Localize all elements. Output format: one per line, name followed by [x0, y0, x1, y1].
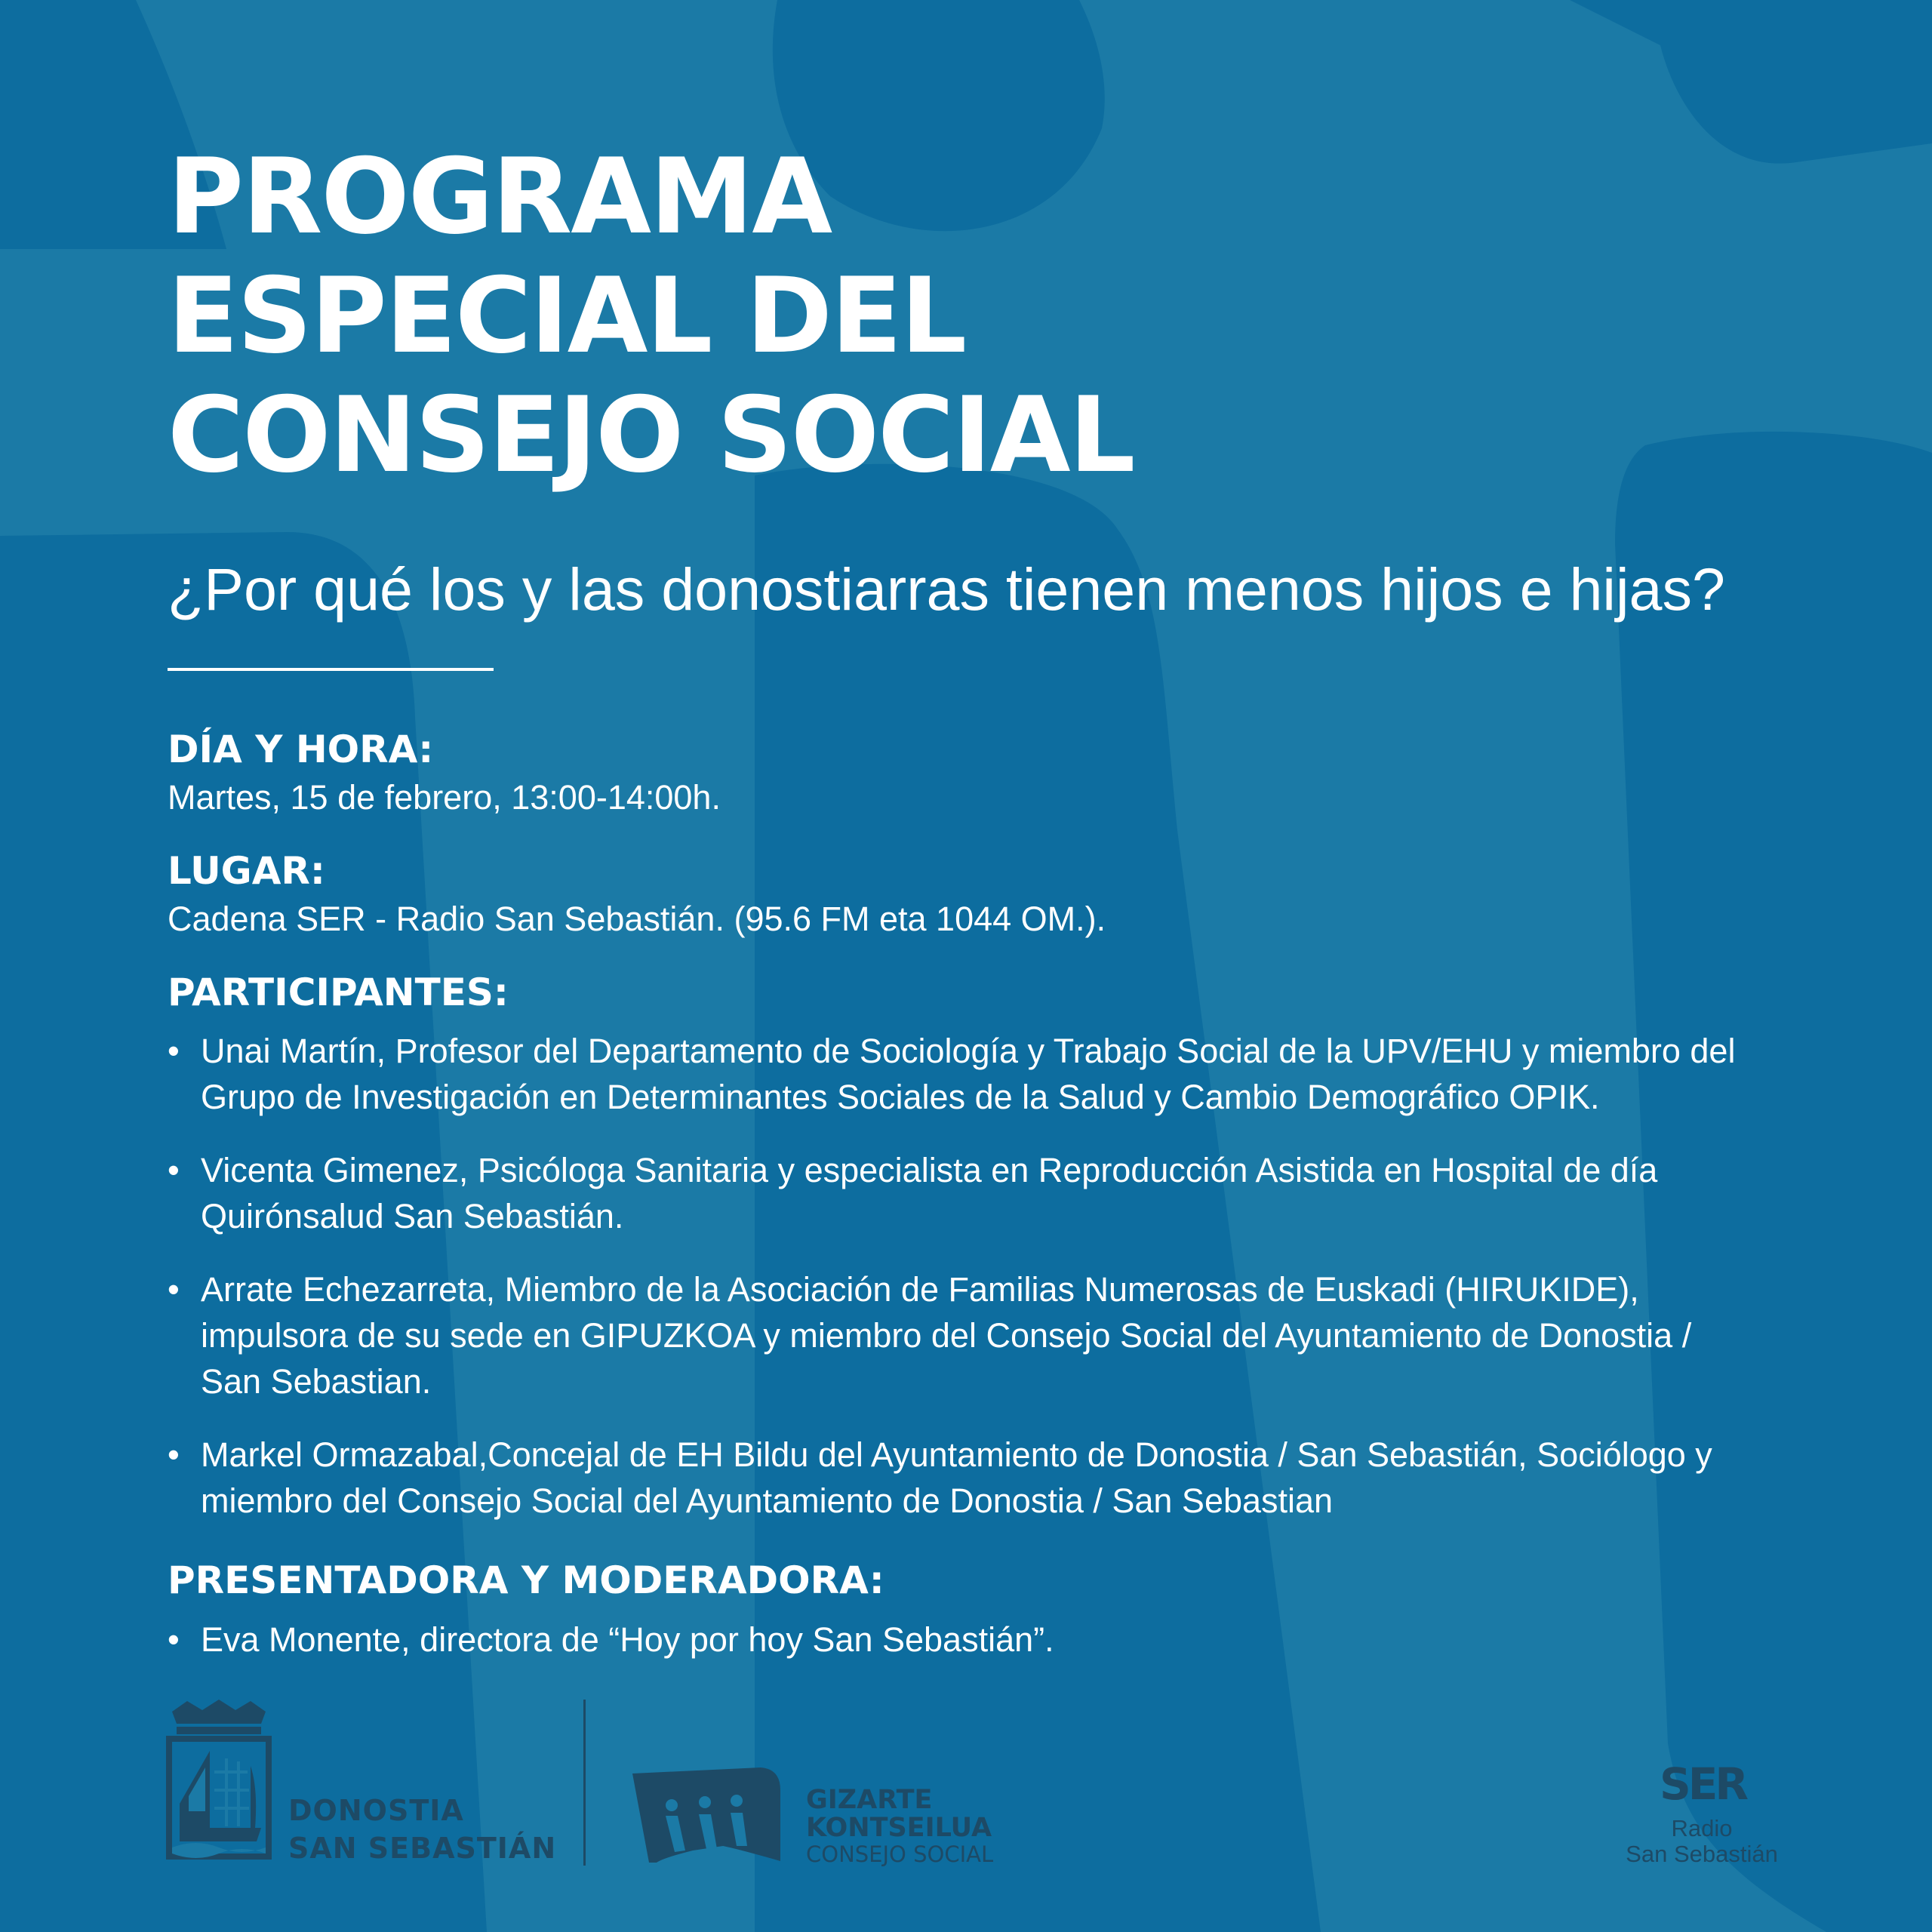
participantes-label: PARTICIPANTES: [168, 971, 509, 1014]
presentadora-label: PRESENTADORA Y MODERADORA: [168, 1558, 884, 1602]
gizarte-logo-text: GIZARTE KONTSEILUA [806, 1785, 992, 1843]
list-item [168, 1147, 1828, 1239]
title-line-2: ESPECIAL DEL [168, 255, 966, 377]
logo-divider [583, 1700, 586, 1866]
list-item [168, 1266, 1828, 1404]
participante-text: • Vicenta Gimenez, Psicóloga Sanitaria y especialista en Reproducción Asistida en Hospital de día Quirónsalud San Sebastián. [201, 1151, 1658, 1235]
ser-logo-text: SER [1659, 1761, 1746, 1807]
title-line-1: PROGRAMA [168, 136, 832, 257]
title-line-3: CONSEJO SOCIAL [168, 374, 1134, 496]
ser-logo-subtitle: Radio San Sebastián [1626, 1815, 1778, 1867]
subtitle: ¿Por qué los y las donostiarras tienen menos hijos e hijas? [168, 555, 1725, 623]
dia-value: Martes, 15 de febrero, 13:00-14:00h. [168, 778, 721, 817]
lugar-label: LUGAR: [168, 849, 325, 893]
participante-text: • Unai Martín, Profesor del Departamento de Sociología y Trabajo Social de la UPV/EHU y miembro del Grupo de Investigación en Determinantes Sociales de la Salud y Cambio Demográfico OPIK. [201, 1032, 1736, 1116]
divider [168, 668, 494, 671]
page-title [168, 137, 1134, 495]
presentadora-list [168, 1617, 1828, 1663]
participantes-list [168, 1028, 1828, 1524]
dia-label: DÍA Y HORA: [168, 728, 434, 771]
donostia-logo-text: DONOSTIA SAN SEBASTIÁN [288, 1794, 557, 1865]
gizarte-kontseilua-logo [632, 1767, 783, 1864]
lugar-value: Cadena SER - Radio San Sebastián. (95.6 FM eta 1044 OM.). [168, 900, 1106, 938]
list-item [168, 1617, 1828, 1663]
donostia-crest-logo [166, 1698, 272, 1864]
list-item [168, 1028, 1828, 1120]
participante-text: • Markel Ormazabal,Concejal de EH Bildu del Ayuntamiento de Donostia / San Sebastián, Sociólogo y miembro del Consejo Social del Ayuntamiento de Donostia / San Sebastian [201, 1435, 1712, 1520]
ser-logo [1642, 1761, 1763, 1807]
participante-text: • Arrate Echezarreta, Miembro de la Asociación de Familias Numerosas de Euskadi (HIRUKIDE), impulsora de su sede en GIPUZKOA y miembro del Consejo Social del Ayuntamiento de Donostia / San Sebastian. [201, 1270, 1692, 1401]
list-item [168, 1432, 1828, 1524]
consejo-logo-text: CONSEJO SOCIAL [806, 1841, 994, 1867]
presentadora-text: • Eva Monente, directora de “Hoy por hoy San Sebastián”. [201, 1620, 1054, 1659]
